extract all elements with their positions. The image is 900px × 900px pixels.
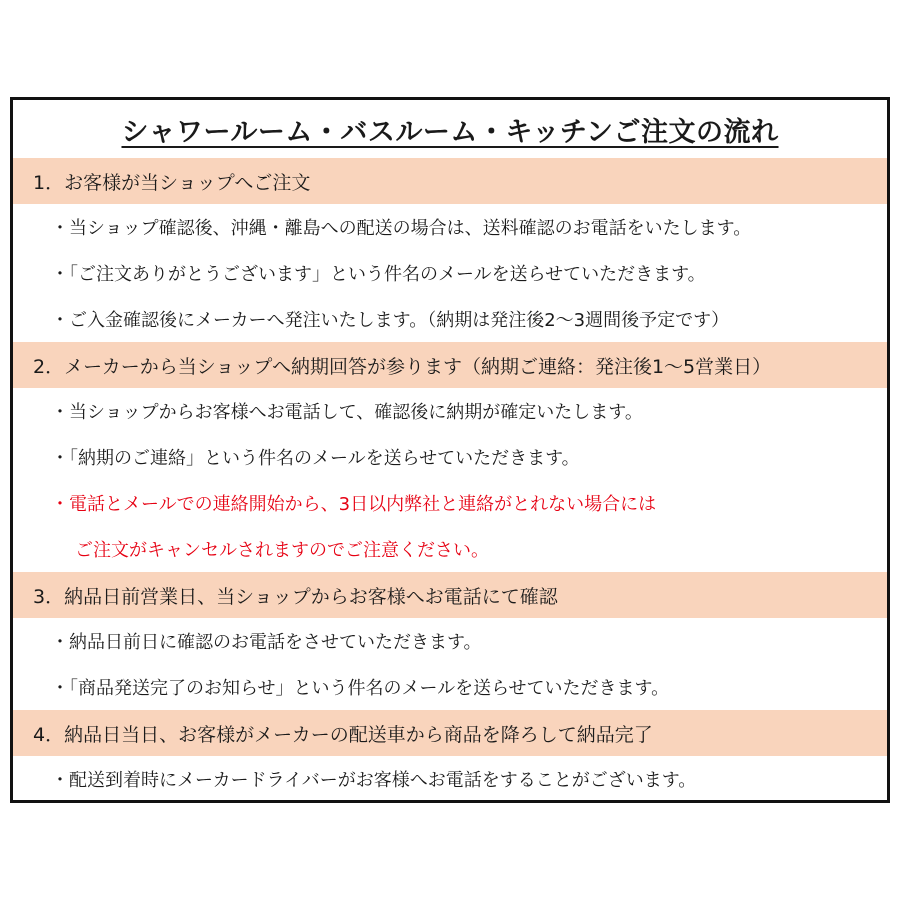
step-2-header: 2．メーカーから当ショップへ納期回答が参ります（納期ご連絡：発注後1～5営業日）: [13, 342, 887, 388]
list-item: ・配送到着時にメーカードライバーがお客様へお電話をすることがございます。: [51, 770, 697, 791]
order-flow-panel: [10, 97, 890, 803]
cancellation-warning: ・電話とメールでの連絡開始から、3日以内弊社と連絡がとれない場合には: [51, 494, 657, 515]
page-title: シャワールーム・バスルーム・キッチンご注文の流れ: [121, 116, 779, 148]
step-3-header: 3．納品日前営業日、当ショップからお客様へお電話にて確認: [13, 572, 887, 618]
step-1-header: 1．お客様が当ショップへご注文: [13, 158, 887, 204]
list-item: ・「ご注文ありがとうございます」という件名のメールを送らせていただきます。: [51, 264, 706, 285]
list-item: ・「商品発送完了のお知らせ」という件名のメールを送らせていただきます。: [51, 678, 670, 699]
list-item: ・納品日前日に確認のお電話をさせていただきます。: [51, 632, 482, 653]
cancellation-warning-continued: ご注文がキャンセルされますのでご注意ください。: [75, 540, 489, 561]
title-row: [13, 100, 887, 158]
step-4-header: 4．納品日当日、お客様がメーカーの配送車から商品を降ろして納品完了: [13, 710, 887, 756]
list-item: ・「納期のご連絡」という件名のメールを送らせていただきます。: [51, 448, 580, 469]
list-item: ・当ショップからお客様へお電話して、確認後に納期が確定いたします。: [51, 402, 643, 423]
list-item: ・ご入金確認後にメーカーへ発注いたします。（納期は発注後2～3週間後予定です）: [51, 310, 730, 331]
list-item: ・当ショップ確認後、沖縄・離島への配送の場合は、送料確認のお電話をいたします。: [51, 218, 752, 239]
